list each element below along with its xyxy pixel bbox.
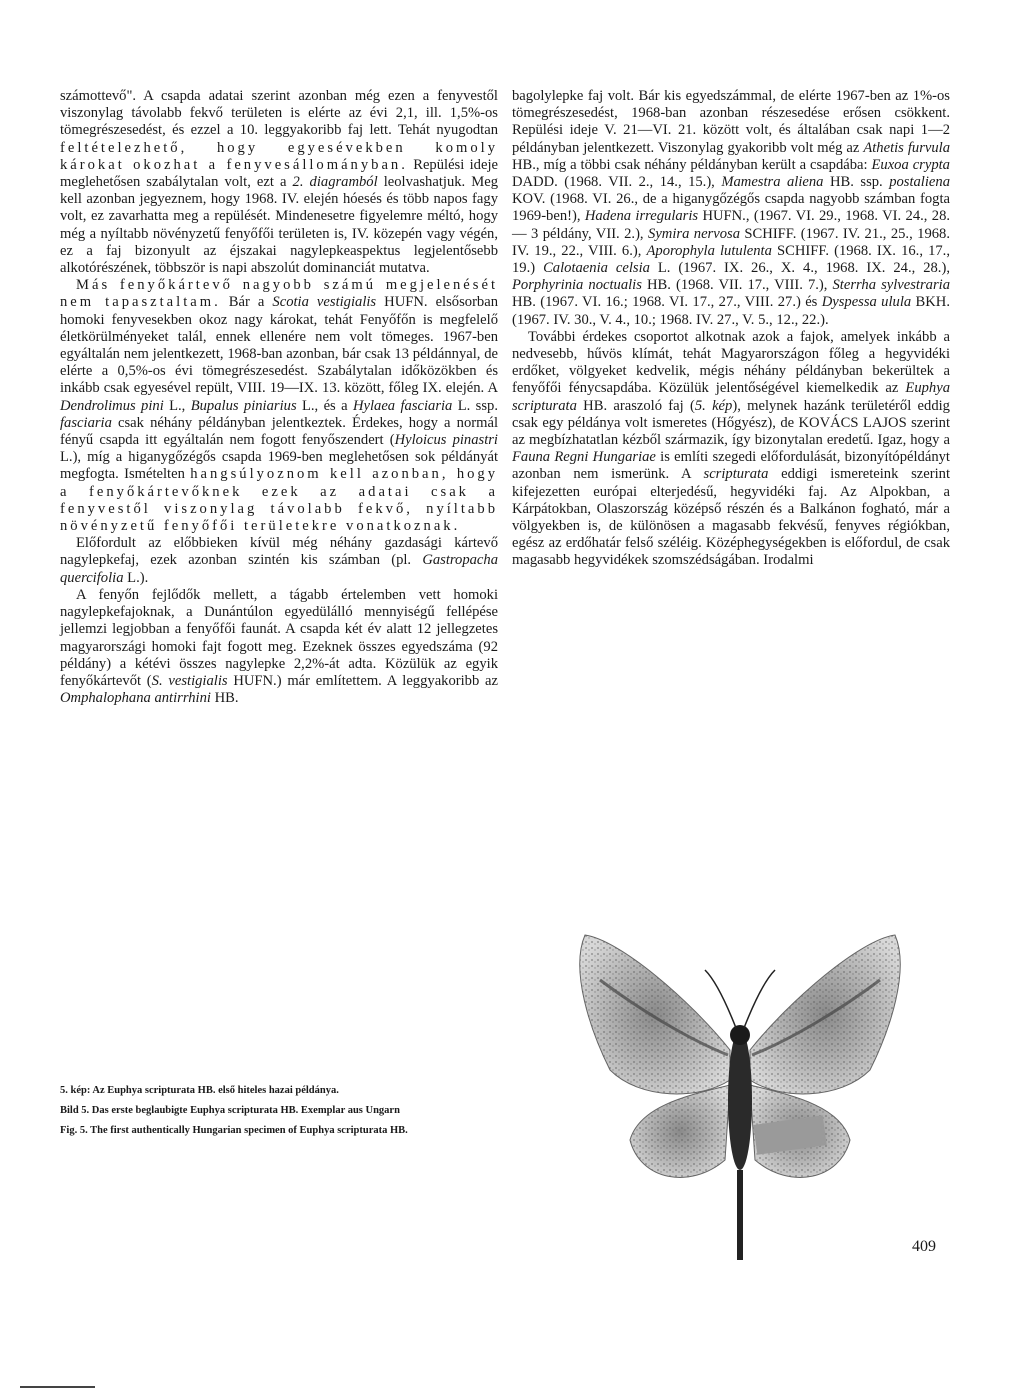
caption-en: Fig. 5. The first authentically Hungarian specimen of Euphya scripturata HB. bbox=[60, 1125, 408, 1136]
paragraph: bagolylepke faj volt. Bár kis egyedszámmal, de elérte 1967-ben az 1%-os tömegrészesedést, 1968-ban azonban részesedése erősen csökkent. Repülési ideje V. 21—VI. 21. között volt, és általában csak napi 1—2 példányban jelentkezett. Viszonylag gyakoribb volt még az Athetis furvula HB., míg a többi csak néhány példányban került a csapdába: Euxoa crypta DADD. (1968. VII. 2., 14., 15.), Mamestra aliena HB. ssp. postaliena KOV. (1968. VI. 26., de a higanygőzégős csapda nagyobb számban fogta 1969-ben!), Hadena irregularis HUFN., (1967. VI. 29., 1968. VI. 24., 28. — 3 példány, VII. 2.), Symira nervosa SCHIFF. (1967. IV. 21., 25., 1968. IV. 19., 22., VIII. 6.), Aporophyla lutulenta SCHIFF. (1968. IX. 16., 17., 19.) Calotaenia celsia L. (1967. IX. 26., X. 4., 1968. IX. 24., 28.), Porphyrinia noctualis HB. (1968. VII. 17., VIII. 7.), Sterrha sylvestraria HB. (1967. VI. 16.; 1968. VI. 17., 27., VIII. 27.) és Dyspessa ulula BKH. (1967. IV. 30., V. 4., 10.; 1968. IV. 27., V. 5., 12., 22.). bbox=[512, 88, 951, 328]
paragraph: További érdekes csoportot alkotnak azok a fajok, amelyek inkább a nedvesebb, hűvös klímát, tehát Magyarországon főleg a hegyvidéki erdőket, völgyeket kedvelik, mégis néhány példányban bekerültek a fenyőfői fénycsapdába. Közülük jelentőségével kiemelkedik az Euphya scripturata HB. araszoló faj (5. kép), melynek hazánk területéről eddig csak egy példánya volt ismeretes (Hőgyész), de KOVÁCS LAJOS szerint az megbízhatatlan kézből származik, így bizonytalan eredetű. Igaz, hogy a Fauna Regni Hungariae is említi szegedi előfordulását, bizonyítópéldányt azonban nem ismerünk. A scripturata eddigi ismereteink szerint kifejezetten európai elterjedésű, hegyvidéki faj. Az Alpokban, a Kárpátokban, Olaszország középső részén és a Balkánon fogható, már a völgyekben is, de különösen a magasabb fekvésű, fenyves régiókban, egész az erdőhatár felső széléig. Középhegységekben is előfordul, de csak magasabb hegyvidékek szomszédságában. Irodalmi bbox=[512, 328, 951, 569]
caption-hu: 5. kép: Az Euphya scripturata HB. első hiteles hazai példánya. bbox=[60, 1085, 339, 1096]
paragraph: számottevő". A csapda adatai szerint azonban még ezen a fenyvestől viszonylag távolabb fekvő területen is elérte az évi 2,1, ill. 1,5%-os tömegrészesedést, és ezzel a 10. leggyakoribb faj lett. Tehát nyugodtan feltételezhető, hogy egyesévekben komoly károkat okozhat a fenyvesállományban. Repülési ideje meglehetősen szabálytalan volt, ezt a 2. diagramból leolvashatjuk. Meg kell azonban jegyeznem, hogy 1968. IV. elején hóesés és több napos fagy volt, ez zavarhatta meg a repülését. Mindenesetre figyelemre méltó, hogy még a nyíltabb növényzetű fenyőfői területen is, IV. közepén vagy végén, ez a faj bizonyult az éjszakai nagylepkeaspektus legjelentősebb alkotórészének, többször is napi abszolút dominanciát mutatva. bbox=[60, 88, 498, 277]
left-column bbox=[60, 88, 498, 707]
caption-de: Bild 5. Das erste beglaubigte Euphya scripturata HB. Exemplar aus Ungarn bbox=[60, 1105, 400, 1116]
paragraph: Előfordult az előbbieken kívül még néhány gazdasági kártevő nagylepkefaj, ezek azonban szintén kis számban (pl. Gastropacha quercifolia L.). bbox=[60, 535, 498, 586]
moth-illustration bbox=[530, 880, 950, 1275]
page-number: 409 bbox=[912, 1238, 936, 1255]
moth-photo bbox=[530, 880, 950, 1275]
paragraph: Más fenyőkártevő nagyobb számú megjelenését nem tapasztaltam. Bár a Scotia vestigialis HUFN. elsősorban homoki fenyvesekben okoz nagy károkat, tehát Fenyőfőn is megfelelő életkörülményeket talál, ennek ellenére nem volt tömeges. 1967-ben egyáltalán nem jelentkezett, 1968-ban azonban, bár csak 13 példánnyal, de elérte a 0,5%-os évi tömegrészesedést. Szabálytalan időközökben és inkább csak egyesével repült, VIII. 19—IX. 13. között, főleg IX. elején. A Dendrolimus pini L., Bupalus piniarius L., és a Hylaea fasciaria L. ssp. fasciaria csak néhány példányban jelentkeztek. Érdekes, hogy a normál fényű csapda itt egyáltalán nem fogott fenyőszendert (Hyloicus pinastri L.), míg a higanygőzégős csapda 1969-ben meglehetősen sok példányát megfogta. Ismételten hangsúlyoznom kell azonban, hogy a fenyőkártevőknek ezek az adatai csak a fenyvestől viszonylag távolabb fekvő, nyíltabb növényzetű fenyőfői területekre vonatkoznak. bbox=[60, 277, 499, 535]
paragraph: A fenyőn fejlődők mellett, a tágabb értelemben vett homoki nagylepkefajoknak, a Dunántúlon egyedülálló mennyiségű fellépése jellemzi legjobban a fenyőfői faunát. A csapda két év alatt 12 jellegzetes magyarországi homoki fajt fogott meg. Ezeknek összes egyedszáma (92 példány) a kétévi összes nagylepke 2,2%-át adta. Közülük az egyik fenyőkártevőt (S. vestigialis HUFN.) már említettem. A leggyakoribb az Omphalophana antirrhini HB. bbox=[60, 586, 498, 707]
footer-rule bbox=[20, 1386, 95, 1388]
figure-caption bbox=[60, 1085, 480, 1145]
right-column bbox=[512, 88, 950, 570]
